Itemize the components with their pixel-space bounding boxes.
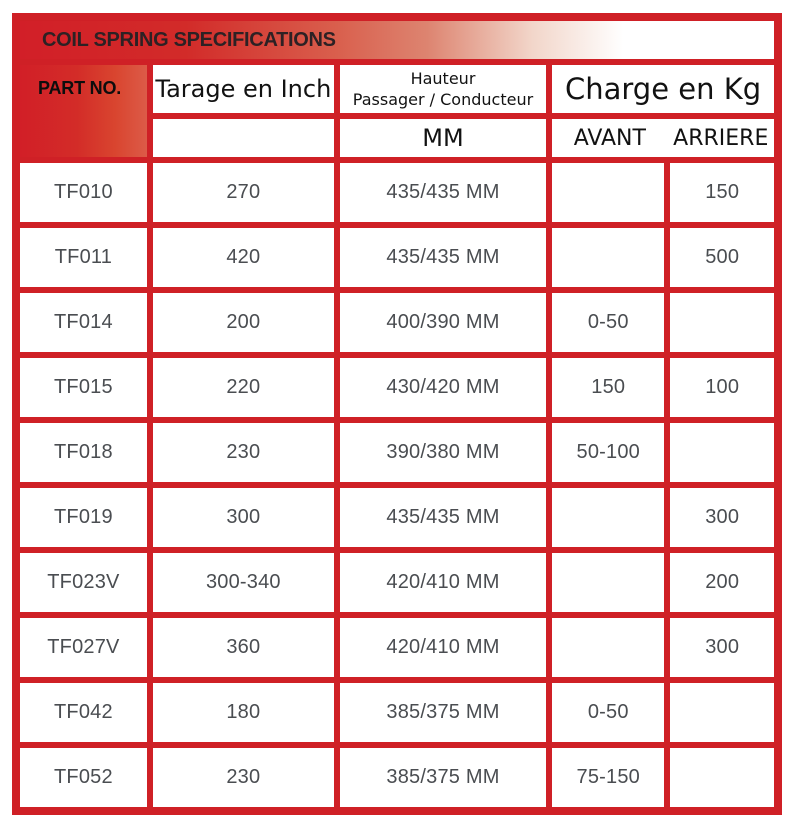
cell-arriere (670, 423, 774, 482)
header-cell-hauteur (340, 65, 546, 113)
cell-part-no: TF010 (20, 163, 147, 222)
cell-avant (552, 163, 664, 222)
cell-hauteur: 420/410 MM (340, 553, 546, 612)
cell-hauteur: 435/435 MM (340, 228, 546, 287)
cell-part-no: TF027V (20, 618, 147, 677)
cell-hauteur: 400/390 MM (340, 293, 546, 352)
header-cell-mm (340, 119, 546, 157)
cell-part-no: TF052 (20, 748, 147, 807)
cell-tarage: 180 (153, 683, 334, 742)
cell-arriere: 150 (670, 163, 774, 222)
header-label-tarage: Tarage en Inch (155, 75, 332, 103)
cell-avant (552, 488, 664, 547)
cell-arriere: 100 (670, 358, 774, 417)
cell-tarage: 300 (153, 488, 334, 547)
cell-avant: 75-150 (552, 748, 664, 807)
header-label-mm: MM (422, 124, 464, 152)
cell-part-no: TF011 (20, 228, 147, 287)
cell-hauteur: 435/435 MM (340, 163, 546, 222)
header-cell-avant-arriere (552, 119, 774, 157)
cell-arriere: 300 (670, 618, 774, 677)
cell-tarage: 420 (153, 228, 334, 287)
cell-hauteur: 435/435 MM (340, 488, 546, 547)
spec-table (12, 13, 782, 815)
cell-part-no: TF015 (20, 358, 147, 417)
header-cell-blank (153, 119, 334, 157)
cell-avant (552, 553, 664, 612)
header-label-arriere: ARRIERE (673, 125, 769, 151)
cell-tarage: 230 (153, 748, 334, 807)
cell-tarage: 220 (153, 358, 334, 417)
cell-hauteur: 385/375 MM (340, 683, 546, 742)
header-cell-part-no (20, 65, 147, 157)
cell-arriere: 200 (670, 553, 774, 612)
cell-tarage: 270 (153, 163, 334, 222)
cell-tarage: 200 (153, 293, 334, 352)
table-title: COIL SPRING SPECIFICATIONS (42, 28, 336, 51)
cell-avant: 0-50 (552, 683, 664, 742)
cell-arriere: 300 (670, 488, 774, 547)
cell-tarage: 360 (153, 618, 334, 677)
header-label-hauteur-line1: Hauteur (410, 69, 476, 88)
cell-avant (552, 618, 664, 677)
cell-tarage: 230 (153, 423, 334, 482)
cell-part-no: TF014 (20, 293, 147, 352)
table-body (20, 163, 774, 807)
header-label-hauteur-line2: Passager / Conducteur (352, 90, 534, 109)
cell-hauteur: 385/375 MM (340, 748, 546, 807)
header-cell-tarage (153, 65, 334, 113)
cell-avant: 150 (552, 358, 664, 417)
header-cell-charge (552, 65, 774, 113)
cell-arriere (670, 748, 774, 807)
header-label-avant: AVANT (573, 125, 646, 151)
cell-avant: 50-100 (552, 423, 664, 482)
cell-hauteur: 420/410 MM (340, 618, 546, 677)
table-title-bar (20, 21, 774, 59)
table-header (20, 65, 774, 157)
cell-part-no: TF023V (20, 553, 147, 612)
cell-avant: 0-50 (552, 293, 664, 352)
header-label-part-no: PART NO. (38, 78, 122, 98)
cell-arriere (670, 683, 774, 742)
cell-part-no: TF042 (20, 683, 147, 742)
cell-part-no: TF019 (20, 488, 147, 547)
header-label-charge: Charge en Kg (564, 72, 762, 106)
cell-arriere (670, 293, 774, 352)
cell-part-no: TF018 (20, 423, 147, 482)
cell-arriere: 500 (670, 228, 774, 287)
cell-avant (552, 228, 664, 287)
cell-hauteur: 390/380 MM (340, 423, 546, 482)
cell-tarage: 300-340 (153, 553, 334, 612)
cell-hauteur: 430/420 MM (340, 358, 546, 417)
